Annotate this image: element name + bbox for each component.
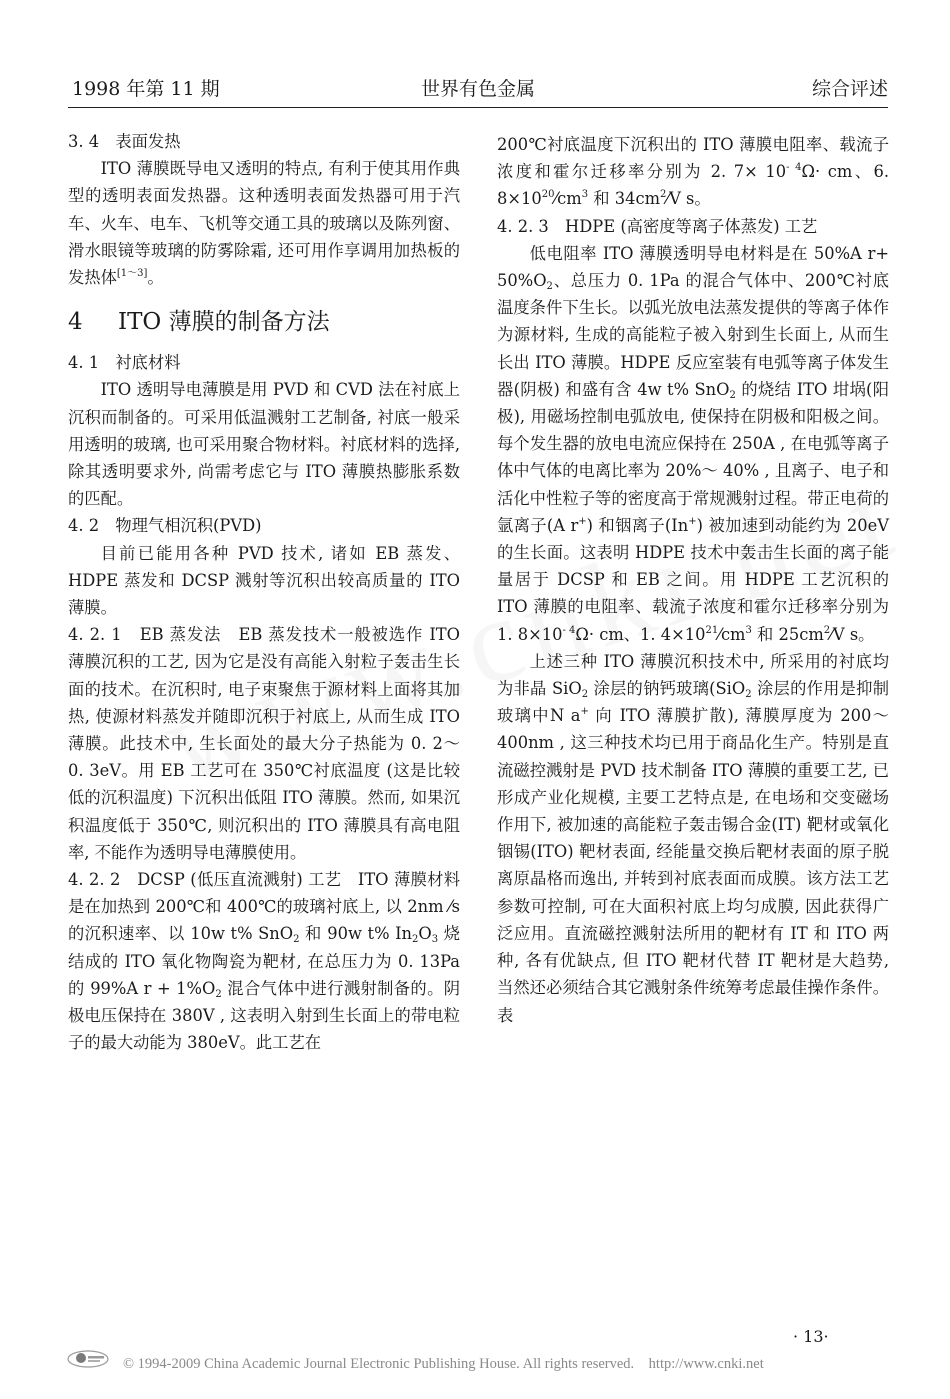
publisher-logo-icon <box>66 1346 110 1370</box>
page-number: · 13· <box>793 1327 829 1346</box>
section-4-2-3-heading: 4. 2. 3 HDPE (高密度等离子体蒸发) 工艺 <box>497 216 818 236</box>
column-label: 综合评述 <box>811 78 888 100</box>
citation: [1～3] <box>116 268 148 280</box>
section-4-2-paragraph: 目前已能用各种 PVD 技术, 诸如 EB 蒸发、HDPE 蒸发和 DCSP 溅射等沉积出较高质量的 ITO 薄膜。 <box>68 543 460 618</box>
copyright-footer: © 1994-2009 China Academic Journal Electronic Publishing House. All rights reserved. http://www.cnki.net <box>123 1356 764 1372</box>
journal-title: 世界有色金属 <box>420 78 535 100</box>
summary-paragraph: 上述三种 ITO 薄膜沉积技术中, 所采用的衬底均为非晶 SiO$_2$ 涂层的钠钙玻璃(SiO$_2$ 涂层的作用是抑制玻璃中N a+ 向 ITO 薄膜扩散), 薄膜厚度为 200～ 400nm , 这三种技术均已用于商品化生产。特别是直流磁控溅射是 PVD 技术制备 ITO 薄膜的重要工艺, 已形成产业化规模, 主要工艺特点是, 在电场和交变磁场作用下, 被加速的高能粒子轰击锡合金(IT) 靶材或氧化铟锡(ITO) 靶材表面, 经能量交换后靶材表面的原子脱离原晶格而逸出, 并转到衬底表面而成膜。该方法工艺参数可控制, 可在大面积衬底上均匀成膜, 因此获得广泛应用。直流磁控溅射法所用的靶材有 IT 和 ITO 两种, 各有优缺点, 但 ITO 靶材代替 IT 靶材是大趋势, 当然还必须结合其它溅射条件统筹考虑最佳操作条件。表 <box>497 651 889 1025</box>
header-rule <box>68 107 888 108</box>
left-column <box>68 128 460 1057</box>
right-column <box>497 131 889 1029</box>
section-4-2-2-paragraph: 4. 2. 2 DCSP (低压直流溅射) 工艺 ITO 薄膜材料是在加热到 200℃和 400℃的玻璃衬底上, 以 2nm ⁄s 的沉积速率、以 10w t% SnO$_2$ 和 90w t% $In_2O_3$ 烧结成的 ITO 氧化物陶瓷为靶材, 在总压力为 0. 13Pa 的 99%A $r + 1\%O_2$ 混合气体中进行溅射制备的。阴极电压保持在 380V , 这表明入射到生长面上的带电粒子的最大动能为 380eV。此工艺在 <box>68 870 460 1053</box>
section-4-1-paragraph: ITO 透明导电薄膜是用 PVD 和 CVD 法在衬底上沉积而制备的。可采用低温溅射工艺制备, 衬底一般采用透明的玻璃, 也可采用聚合物材料。衬底材料的选择, 除其透明要求外, 尚需考虑它与 ITO 薄膜热膨胀系数的匹配。 <box>68 380 460 509</box>
section-4-heading: 4 ITO 薄膜的制备方法 <box>68 309 330 336</box>
section-4-2-heading: 4. 2 物理气相沉积(PVD) <box>68 516 262 536</box>
section-4-2-2-continuation: 200℃衬底温度下沉积出的 ITO 薄膜电阻率、载流子浓度和霍尔迁移率分别为 2. $7\times 10^{- 4}\Omega\cdot$ cm、6. $8\times 10^{20}⁄cm^3$ 和 $34cm^2⁄V$ s。 <box>497 135 890 209</box>
section-3-4-paragraph: ITO 薄膜既导电又透明的特点, 有利于使其用作典型的透明表面发热器。这种透明表面发热器可用于汽车、火车、电车、飞机等交通工具的玻璃以及陈列窗、滑水眼镜等玻璃的防雾除霜, 还可用作享调用加热板的发热体[1～3]。 <box>68 159 460 288</box>
section-4-1-heading: 4. 1 衬底材料 <box>68 353 181 373</box>
issue-label: 1998 年第 11 期 <box>72 78 220 100</box>
section-4-2-3-paragraph: 低电阻率 ITO 薄膜透明导电材料是在 50%A $r+ 50\%O_2$、总压力 0. 1Pa 的混合气体中、200℃衬底温度条件下生长。以弧光放电法蒸发提供的等离子体作为源材料, 生成的高能粒子被入射到生长面上, 从而生长出 ITO 薄膜。HDPE 反应室装有电弧等离子体发生器(阴极) 和盛有含 4w t% SnO$_2$ 的烧结 ITO 坩埚(阳极), 用磁场控制电弧放电, 使保持在阴极和阳极之间。每个发生器的放电电流应保持在 250A , 在电弧等离子体中气体的电离比率为 20%～ 40% , 且离子、电子和活化中性粒子等的密度高于常规溅射过程。带正电荷的氩离子(A r+) 和铟离子(In+) 被加速到动能约为 20eV 的生长面。这表明 HDPE 技术中轰击生长面的离子能量居于 DCSP 和 EB 之间。用 HDPE 工艺沉积的 ITO 薄膜的电阻率、载流子浓度和霍尔迁移率分别为 1. $8\times 10^{- 4}\Omega\cdot$ cm、1. $4\times 10^{21}⁄cm^3$ 和 $25cm^2⁄V$ s。 <box>497 243 889 644</box>
section-3-4-heading: 3. 4 表面发热 <box>68 132 181 151</box>
page-header <box>68 74 888 106</box>
section-4-2-1-paragraph: 4. 2. 1 EB 蒸发法 EB 蒸发技术一般被选作 ITO 薄膜沉积的工艺, 因为它是没有高能入射粒子轰击生长面的技术。在沉积时, 电子束聚焦于源材料上面将其加热, 使源材料蒸发并随即沉积于衬底上, 从而生成 ITO 薄膜。此技术中, 生长面处的最大分子热能为 0. 2～ 0. 3eV。用 EB 工艺可在 350℃衬底温度 (这是比较低的沉积温度) 下沉积出低阻 ITO 薄膜。然而, 如果沉积温度低于 350℃, 则沉积出的 ITO 薄膜具有高电阻率, 不能作为透明导电薄膜使用。 <box>68 625 460 862</box>
